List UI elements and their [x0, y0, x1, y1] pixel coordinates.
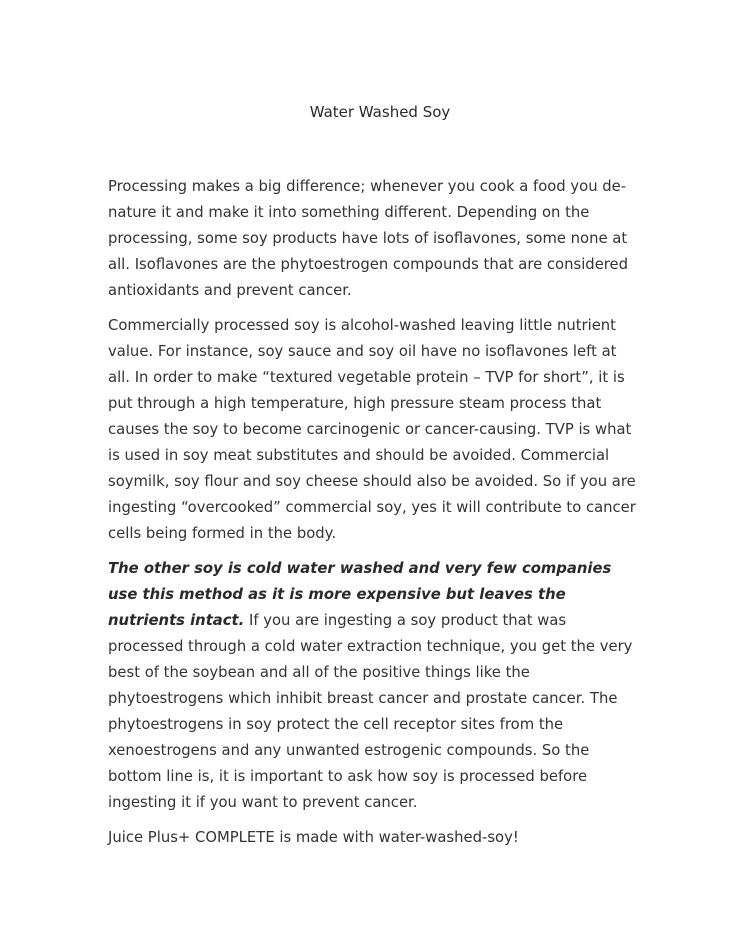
emphasized-statement: The other soy is cold water washed and very few companies use this method as it is more expensive but leaves the nutrients intact.: [108, 560, 612, 629]
document-body: [108, 174, 636, 860]
paragraph-water-washed-soy: [108, 556, 636, 816]
paragraph-text: If you are ingesting a soy product that was processed through a cold water extraction technique, you get the very best of the soybean and all of the positive things like the phytoestrogens which inhibit breast cancer and prostate cancer. The phytoestrogens in soy protect the cell receptor sites from the xenoestrogens and any unwanted estrogenic compounds. So the bottom line is, it is important to ask how soy is processed before ingesting it if you want to prevent cancer.: [108, 612, 633, 811]
paragraph-conclusion: [108, 825, 636, 851]
document-title: Water Washed Soy: [309, 103, 451, 121]
paragraph-commercial-soy: [108, 313, 636, 547]
paragraph-processing: [108, 174, 636, 304]
paragraph-text: Commercially processed soy is alcohol-washed leaving little nutrient value. For instance, soy sauce and soy oil have no isoflavones left at all. In order to make “textured vegetable protein – TVP for short”, it is put through a high temperature, high pressure steam process that causes the soy to become carcinogenic or cancer-causing. TVP is what is used in soy meat substitutes and should be avoided. Commercial soymilk, soy flour and soy cheese should also be avoided. So if you are ingesting “overcooked” commercial soy, yes it will contribute to cancer cells being formed in the body.: [108, 317, 636, 542]
paragraph-text: Juice Plus+ COMPLETE is made with water-washed-soy!: [108, 829, 519, 846]
paragraph-text: Processing makes a big difference; whenever you cook a food you de-nature it and make it into something different. Depending on the processing, some soy products have lots of isoflavones, some none at all. Isoflavones are the phytoestrogen compounds that are considered antioxidants and prevent cancer.: [108, 178, 629, 299]
